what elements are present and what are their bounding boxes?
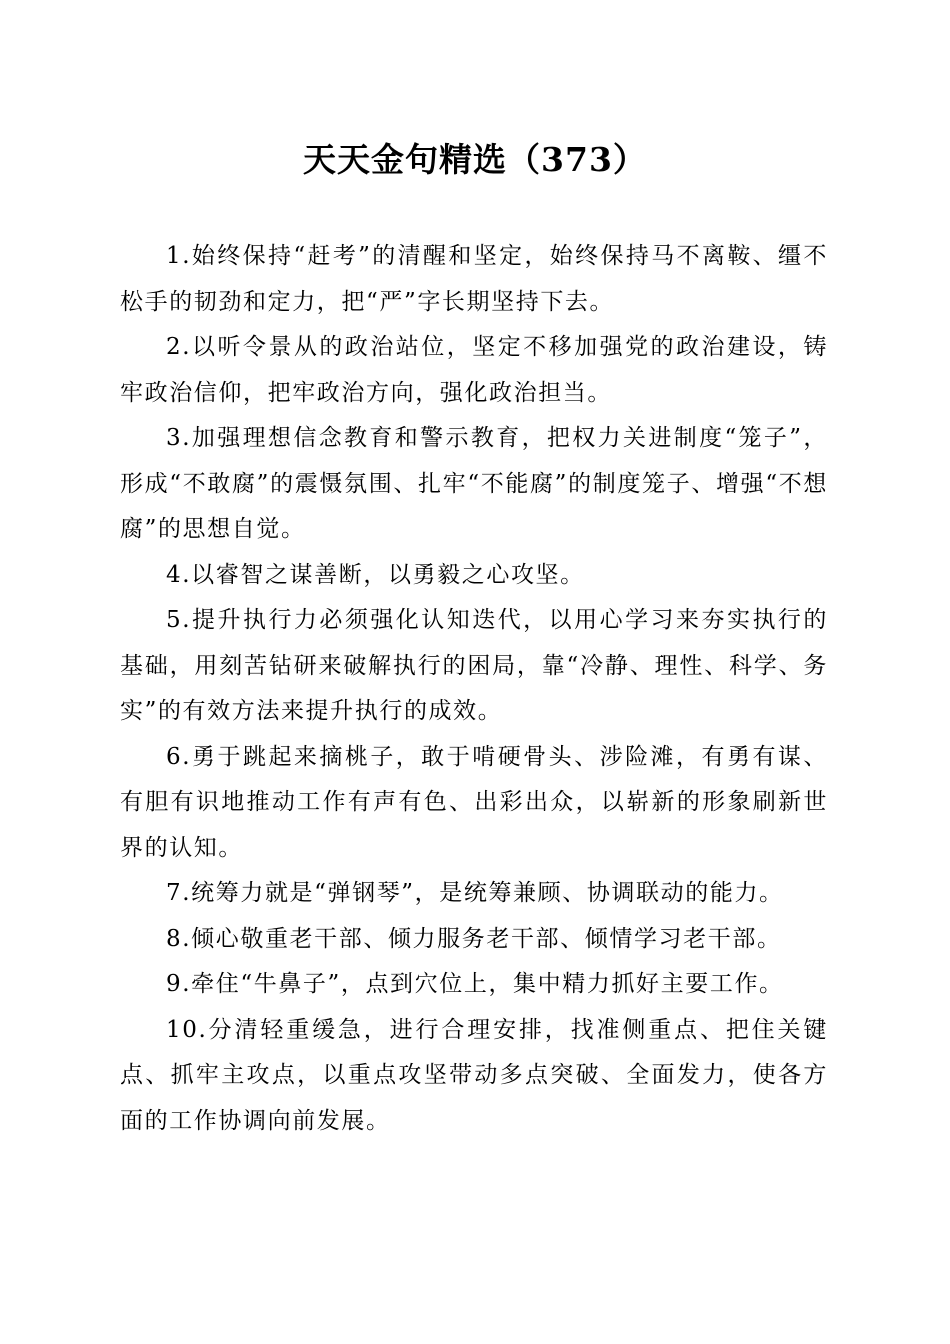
quote-item-2: 2.以听令景从的政治站位，坚定不移加强党的政治建设，铸牢政治信仰，把牢政治方向，强化政治担当。 <box>120 334 828 406</box>
quote-item-4: 4.以睿智之谋善断，以勇毅之心攻坚。 <box>166 561 585 588</box>
document-body <box>120 234 828 1144</box>
quote-item-9: 9.牵住“牛鼻子”，点到穴位上，集中精力抓好主要工作。 <box>166 971 784 997</box>
quote-item-8: 8.倾心敬重老干部、倾力服务老干部、倾情学习老干部。 <box>166 925 782 952</box>
quote-item-10: 10.分清轻重缓急，进行合理安排，找准侧重点、把住关键点、抓牢主攻点，以重点攻坚带动多点突破、全面发力，使各方面的工作协调向前发展。 <box>120 1016 828 1134</box>
quote-item-6: 6.勇于跳起来摘桃子，敢于啃硬骨头、涉险滩，有勇有谋、有胆有识地推动工作有声有色、出彩出众，以崭新的形象刷新世界的认知。 <box>120 743 828 861</box>
quote-item-3: 3.加强理想信念教育和警示教育，把权力关进制度“笼子”，形成“不敢腐”的震慑氛围、扎牢“不能腐”的制度笼子、增强“不想腐”的思想自觉。 <box>120 425 828 542</box>
quote-item-7: 7.统筹力就是“弹钢琴”，是统筹兼顾、协调联动的能力。 <box>166 880 784 906</box>
page-title: 天天金句精选（373） <box>303 140 647 179</box>
quote-item-1: 1.始终保持“赶考”的清醒和坚定，始终保持马不离鞍、缰不松手的韧劲和定力，把“严”字长期坚持下去。 <box>120 243 828 315</box>
quote-item-5: 5.提升执行力必须强化认知迭代，以用心学习来夯实执行的基础，用刻苦钻研来破解执行的困局，靠“冷静、理性、科学、务实”的有效方法来提升执行的成效。 <box>120 607 828 724</box>
